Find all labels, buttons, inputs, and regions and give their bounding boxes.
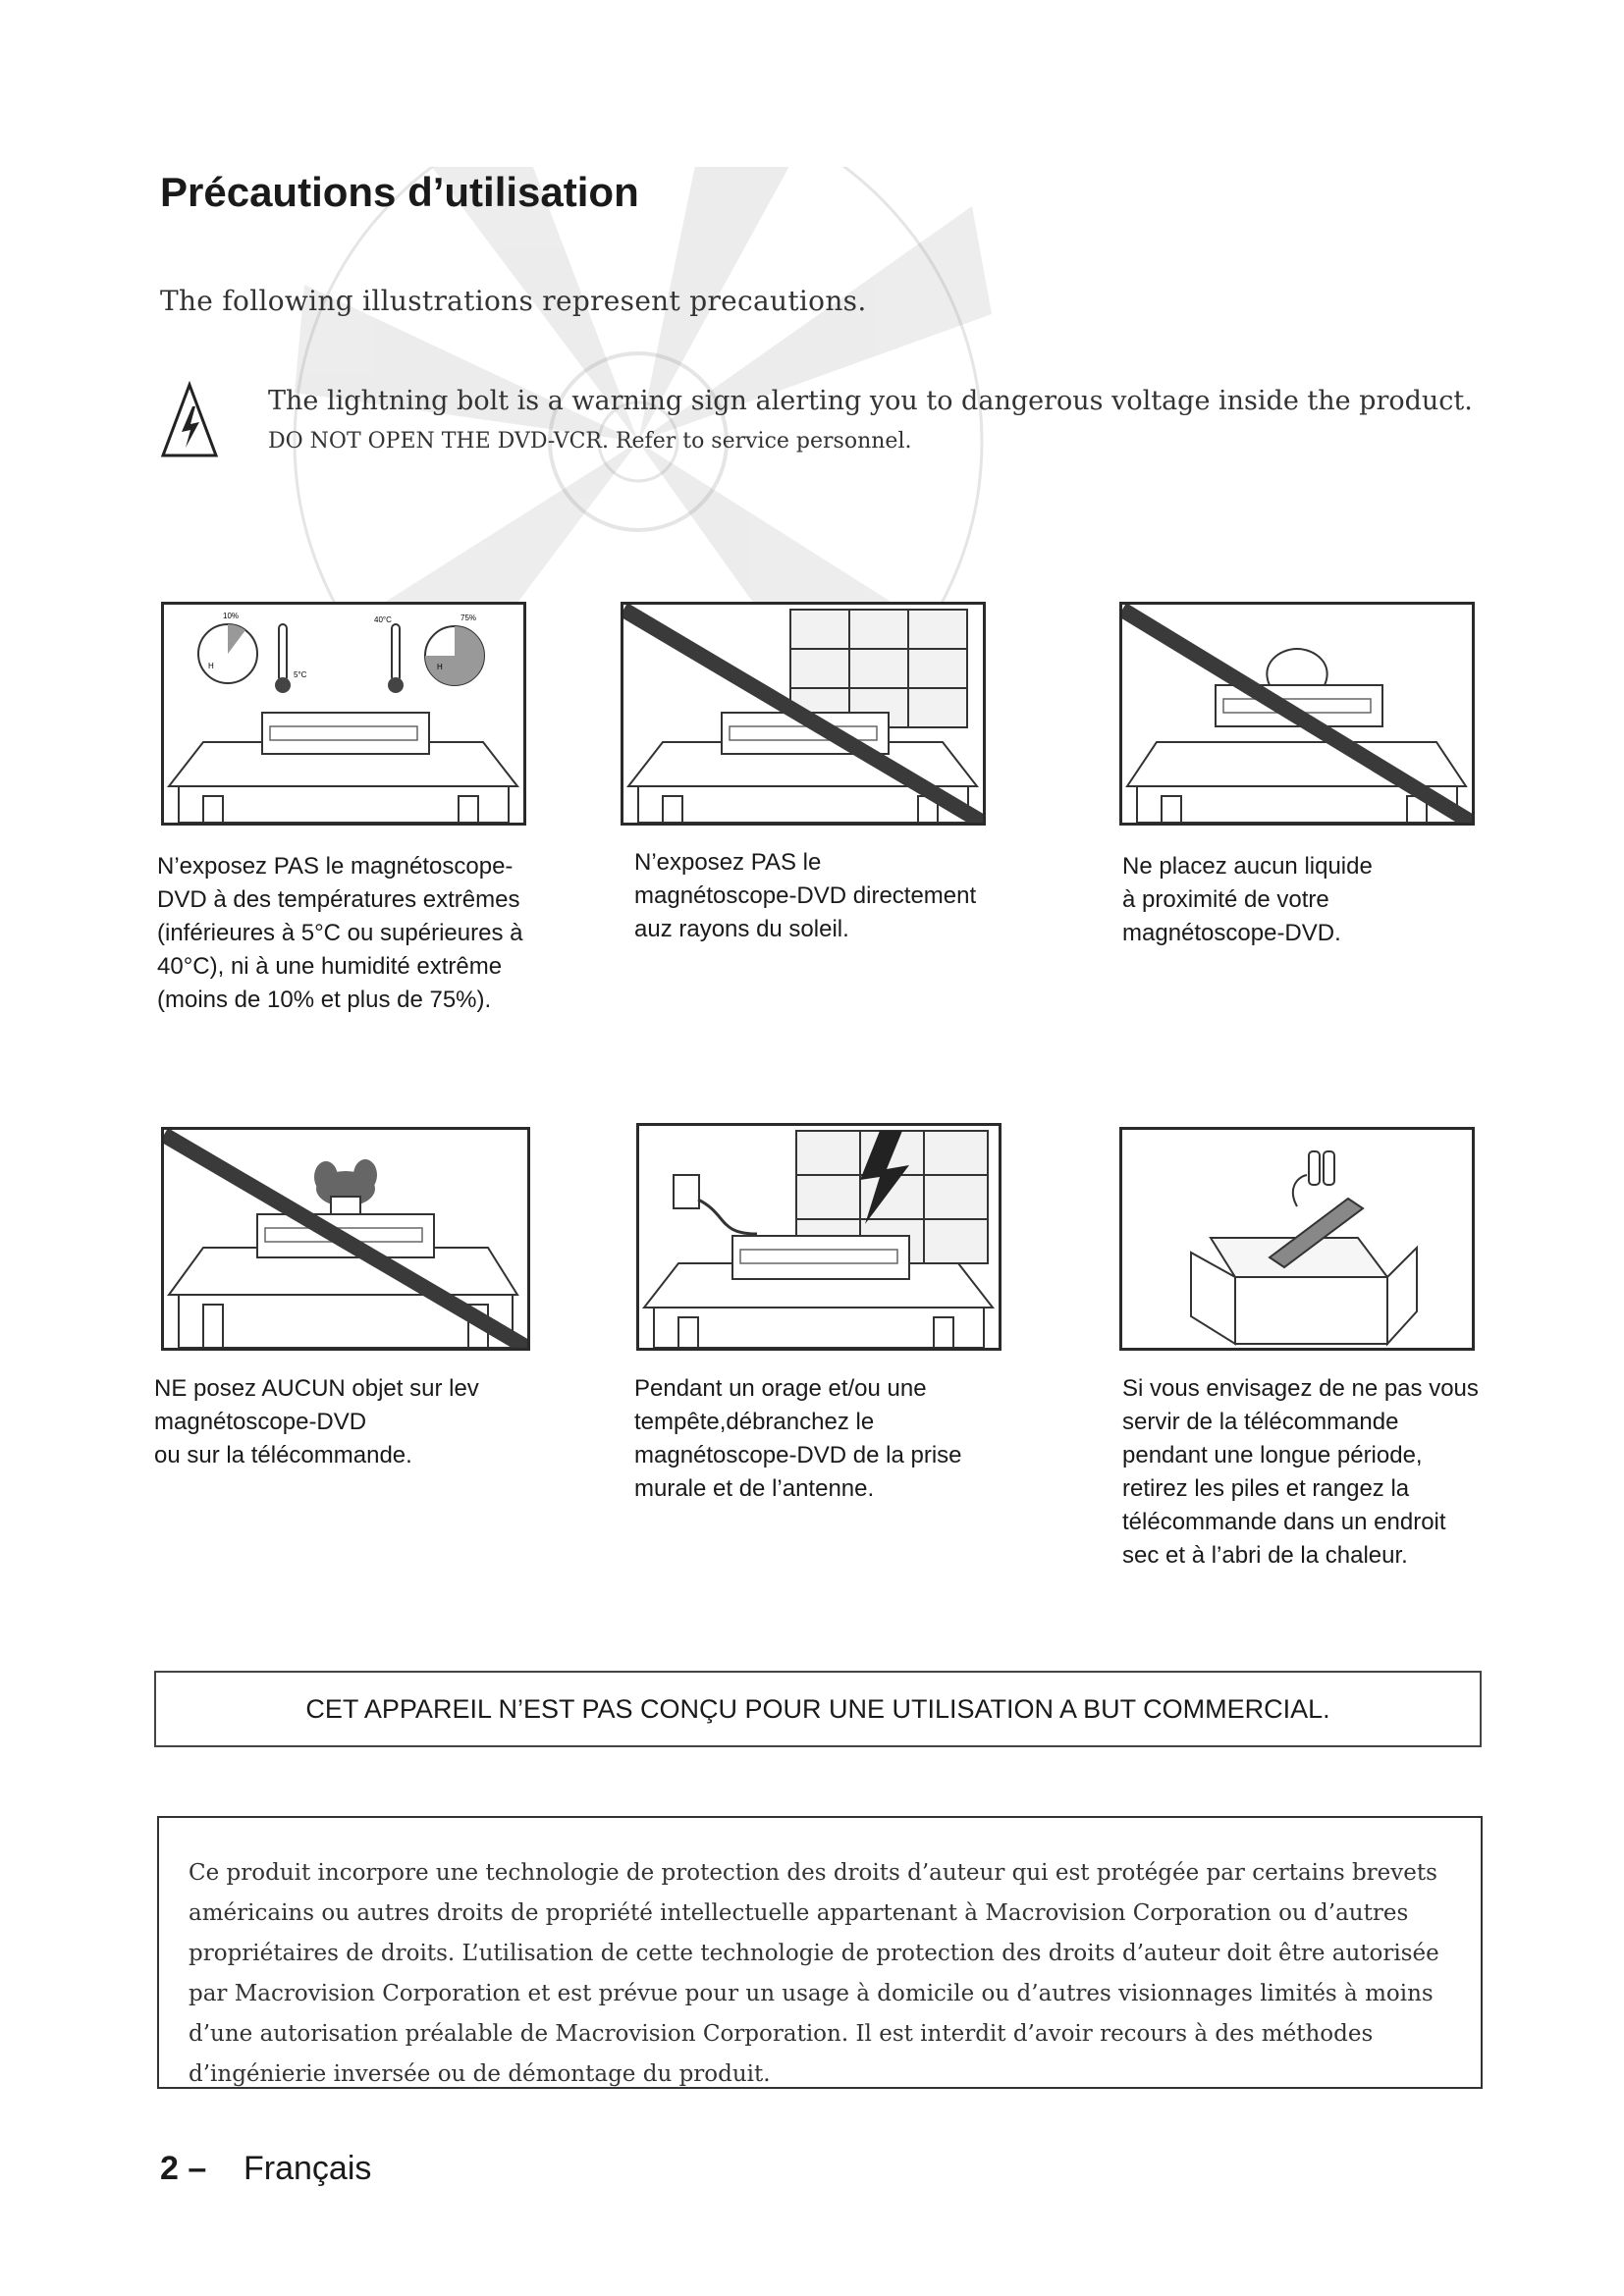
caption-sunlight: N’exposez PAS le magnétoscope-DVD directement auz rayons du soleil. [634, 849, 977, 942]
svg-text:10%: 10% [223, 612, 240, 620]
svg-text:40°C: 40°C [374, 615, 392, 624]
svg-text:75%: 75% [460, 614, 477, 622]
svg-text:5°C: 5°C [294, 670, 307, 679]
svg-text:H: H [437, 663, 443, 671]
warning-text-line1: The lightning bolt is a warning sign alerting you to dangerous voltage inside the product. [268, 386, 1473, 416]
remote-batteries-box-illustration [1119, 1127, 1475, 1351]
commercial-use-notice: CET APPAREIL N’EST PAS CONÇU POUR UNE UTILISATION A BUT COMMERCIAL. [154, 1671, 1482, 1747]
storm-unplug-illustration [636, 1123, 1001, 1351]
caption-remote: Si vous envisagez de ne pas vous servir de la télécommande pendant une longue période, retirez les piles et rangez la télécommande dans un endroit sec et à l’abri de la chaleur. [1122, 1375, 1479, 1569]
caption-objects: NE posez AUCUN objet sur lev magnétoscope-DVD ou sur la télécommande. [154, 1375, 479, 1468]
lightning-warning-icon [160, 381, 219, 459]
page-number: 2 – [160, 2150, 207, 2187]
warning-text-line2: DO NOT OPEN THE DVD-VCR. Refer to service personnel. [268, 429, 912, 454]
sunlight-window-illustration [621, 602, 986, 826]
macrovision-legal-notice: Ce produit incorpore une technologie de protection des droits d’auteur qui est protégée par certains brevets américains ou autres droits de propriété intellectuelle appartenant à Macrovision Corporation ou d’autres propriétaires de droits. L’utilisation de cette technologie de protection des droits d’auteur doit être autorisée par Macrovision Corporation et est prévue pour un usage à domicile ou d’autres visionnages limités à moins d’une autorisation préalable de Macrovision Corporation. Il est interdit d’avoir recours à des méthodes d’ingénierie inversée ou de démontage du produit. [157, 1816, 1483, 2089]
caption-temperature: N’exposez PAS le magnétoscope- DVD à des températures extrêmes (inférieures à 5°C ou supérieures à 40°C), ni à une humidité extrême (moins de 10% et plus de 75%). [157, 853, 523, 1013]
page-title: Précautions d’utilisation [160, 169, 639, 215]
intro-text: The following illustrations represent precautions. [160, 285, 867, 317]
svg-text:H: H [208, 662, 214, 670]
plant-on-device-illustration [161, 1127, 530, 1351]
temperature-humidity-illustration [161, 602, 526, 826]
liquid-vase-illustration [1119, 602, 1475, 826]
page-language: Français [244, 2150, 372, 2187]
caption-storm: Pendant un orage et/ou une tempête,débranchez le magnétoscope-DVD de la prise murale et de l’antenne. [634, 1375, 962, 1502]
caption-liquid: Ne placez aucun liquide à proximité de votre magnétoscope-DVD. [1122, 853, 1373, 946]
